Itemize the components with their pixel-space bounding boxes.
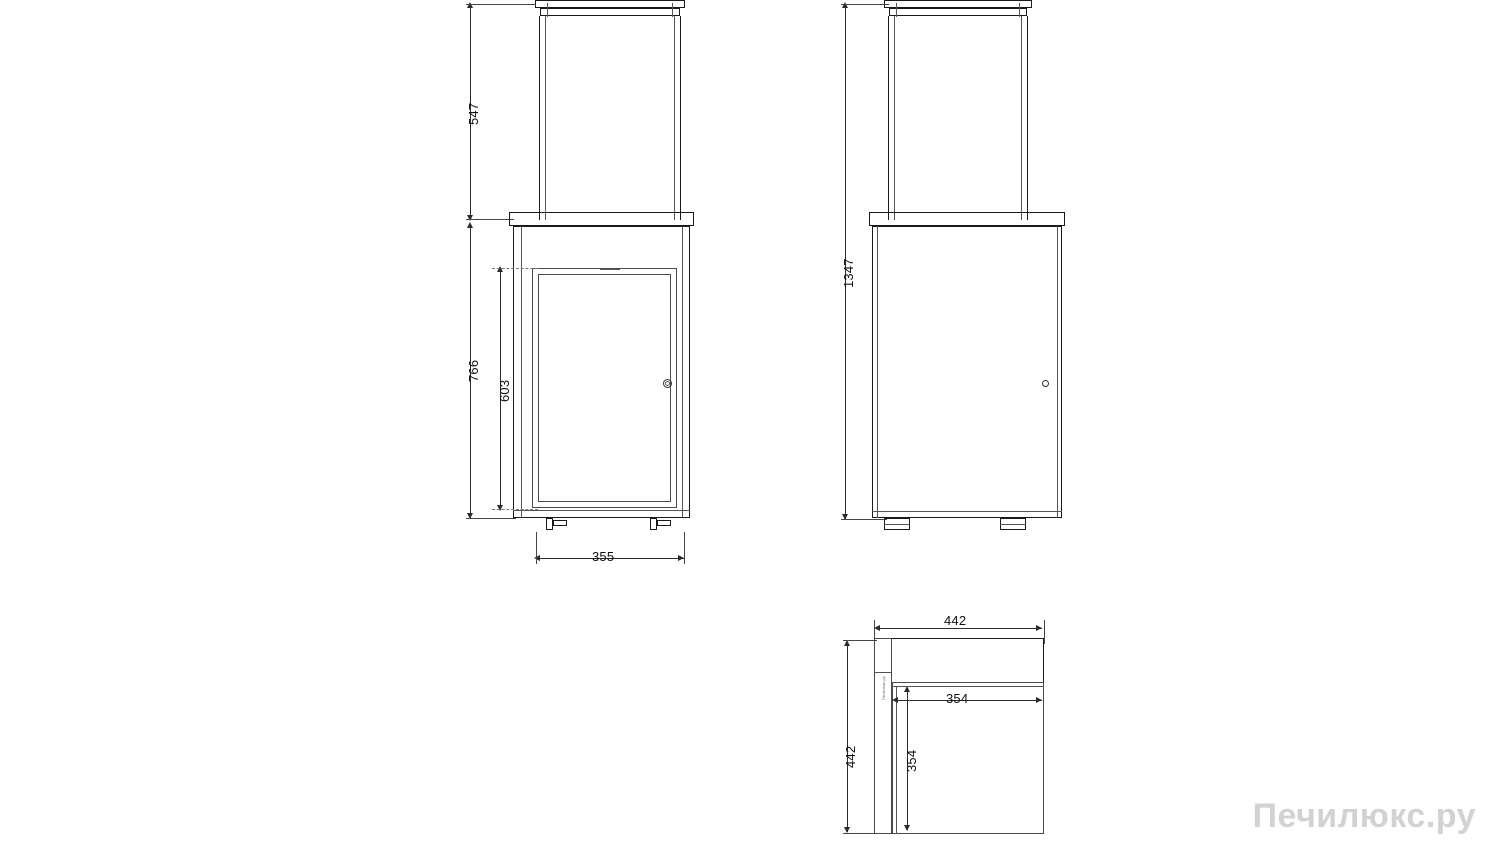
side-top-plate xyxy=(869,212,1065,226)
dim-354-v-arrow-bottom xyxy=(904,825,910,831)
dim-354-h-arrow-left xyxy=(892,697,898,703)
front-flue-right-edge xyxy=(680,16,681,220)
front-flue-left-edge xyxy=(539,16,540,220)
dim-547-ext-bottom xyxy=(466,219,514,220)
top-rear-notch xyxy=(874,672,892,673)
dim-354-v-label: 354 xyxy=(904,749,919,772)
dim-354-h-label: 354 xyxy=(946,691,969,706)
side-flue-right-edge xyxy=(1027,16,1028,220)
dim-603-label: 603 xyxy=(497,379,512,402)
dim-442-v-ext-bottom xyxy=(843,833,877,834)
front-door-handle-center xyxy=(665,381,670,386)
dim-547-label: 547 xyxy=(466,102,481,125)
dim-355-arrow-left xyxy=(534,555,540,561)
front-leg-left-foot xyxy=(553,520,567,526)
side-flue-left-inner xyxy=(894,16,895,220)
front-leg-left xyxy=(546,518,553,530)
dim-603-ext-bottom xyxy=(492,509,538,510)
front-body-left-inner xyxy=(521,226,522,518)
dim-603-ext-top xyxy=(492,268,538,269)
front-top-plate xyxy=(509,212,694,226)
dim-442-v-label: 442 xyxy=(843,745,858,768)
front-flue-detail-a xyxy=(672,3,673,17)
dim-355-ext-left xyxy=(536,532,537,564)
side-flue-right-inner xyxy=(1021,16,1022,220)
dim-354-v-arrow-top xyxy=(904,686,910,692)
dim-603-arrow-bottom xyxy=(497,505,503,511)
dim-442-v-line xyxy=(847,642,848,832)
side-body-bottom-inner xyxy=(872,511,1062,512)
side-door-handle xyxy=(1042,380,1049,387)
side-flue-detail-b xyxy=(1019,3,1020,17)
dim-547-arrow-top xyxy=(467,2,473,8)
front-flue-left-inner xyxy=(545,16,546,220)
front-flue-detail-b xyxy=(547,3,548,17)
dim-766-arrow-top xyxy=(467,222,473,228)
side-flue-collar xyxy=(889,8,1027,16)
front-body-bottom-inner xyxy=(513,510,690,511)
side-flue-cap xyxy=(884,0,1032,8)
dim-1347-arrow-top xyxy=(842,2,848,8)
dim-355-label: 355 xyxy=(592,549,615,564)
side-body-left-inner xyxy=(877,226,878,518)
top-inner-detail-top xyxy=(892,686,1044,687)
dim-442-h-label: 442 xyxy=(944,613,967,628)
side-body xyxy=(872,226,1062,518)
front-door-top-detail xyxy=(600,269,620,270)
dim-442-h-arrow-right xyxy=(1036,625,1042,631)
front-flue-cap xyxy=(535,0,685,8)
side-leg-left-detail xyxy=(884,524,910,525)
front-body-right-inner xyxy=(682,226,683,518)
front-leg-right-foot xyxy=(657,520,671,526)
front-flue-right-inner xyxy=(674,16,675,220)
dim-547-arrow-bottom xyxy=(467,215,473,221)
front-flue-collar xyxy=(540,8,680,16)
dim-1347-ext-bottom xyxy=(841,519,887,520)
dim-1347-ext-top xyxy=(841,4,889,5)
dim-355-ext-right xyxy=(684,532,685,564)
dim-1347-label: 1347 xyxy=(841,258,856,288)
top-view-small-label: Печилюкс.ру xyxy=(881,676,886,700)
dim-442-v-ext-top xyxy=(843,640,877,641)
dim-766-label: 766 xyxy=(466,359,481,382)
dim-354-h-arrow-right xyxy=(1036,697,1042,703)
side-flue-left-edge xyxy=(888,16,889,220)
front-door-glass xyxy=(538,274,671,502)
side-leg-right-detail xyxy=(1000,524,1026,525)
watermark: Печилюкс.ру xyxy=(1252,797,1476,835)
dim-766-ext-bottom xyxy=(466,518,516,519)
top-inner-detail-left xyxy=(896,686,897,834)
front-leg-right xyxy=(650,518,657,530)
side-body-right-inner xyxy=(1057,226,1058,518)
dim-547-ext-top xyxy=(466,4,536,5)
top-rear-panel xyxy=(874,638,892,834)
dim-603-arrow-top xyxy=(497,266,503,272)
dim-442-h-ext-right xyxy=(1044,620,1045,644)
side-flue-detail-a xyxy=(896,3,897,17)
dim-442-h-line xyxy=(876,628,1042,629)
